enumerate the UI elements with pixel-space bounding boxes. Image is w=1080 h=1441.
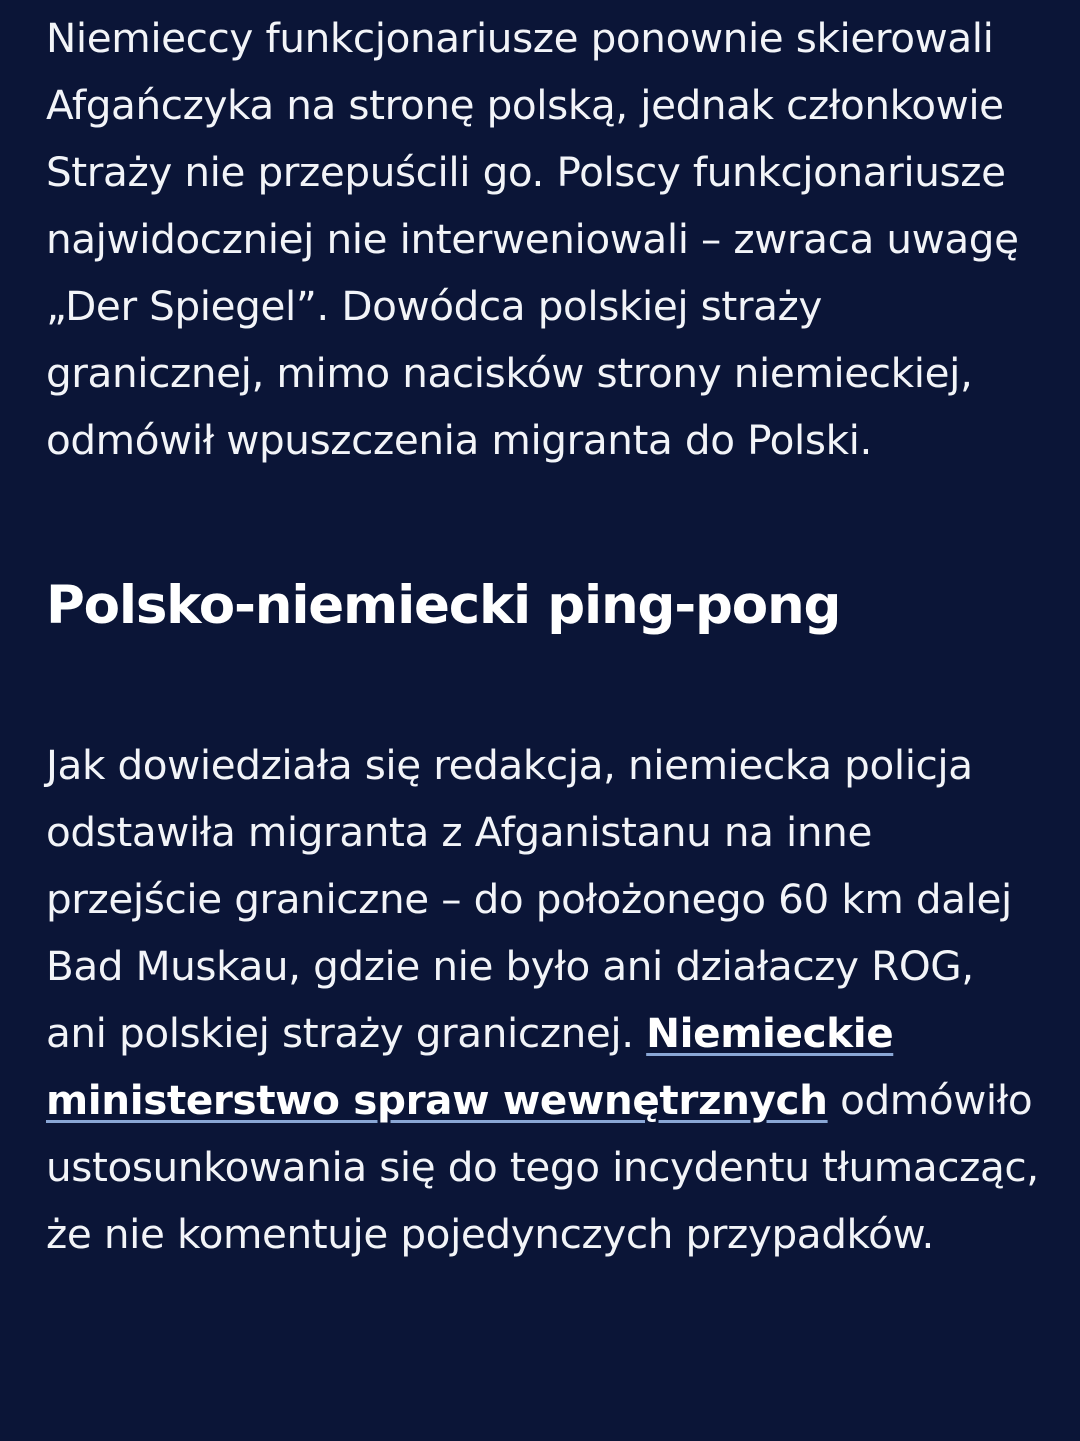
article-paragraph: Niemieccy funkcjonariusze ponownie skierowali Afgańczyka na stronę polską, jednak członkowie Straży nie przepuścili go. Polscy funkcjonariusze najwidoczniej nie interweniowali – zwraca uwagę „Der Spiegel”. Dowódca polskiej straży granicznej, mimo nacisków strony niemieckiej, odmówił wpuszczenia migranta do Polski. (46, 14, 1019, 464)
paragraph-text-after-link: odmówiło ustosunkowania się do tego incydentu tłumacząc, że nie komentuje pojedynczych przypadków. (46, 1076, 1039, 1258)
ministry-link[interactable]: Niemieckie ministerstwo spraw wewnętrznych (46, 1009, 894, 1124)
article-paragraph (46, 732, 1040, 1268)
section-heading: Polsko-niemiecki ping-pong (46, 575, 841, 636)
paragraph-text-before-link: Jak dowiedziała się redakcja, niemiecka policja odstawiła migranta z Afganistanu na inne przejście graniczne – do położonego 60 km dalej Bad Muskau, gdzie nie było ani działaczy ROG, ani polskiej straży granicznej. (46, 741, 1012, 1057)
